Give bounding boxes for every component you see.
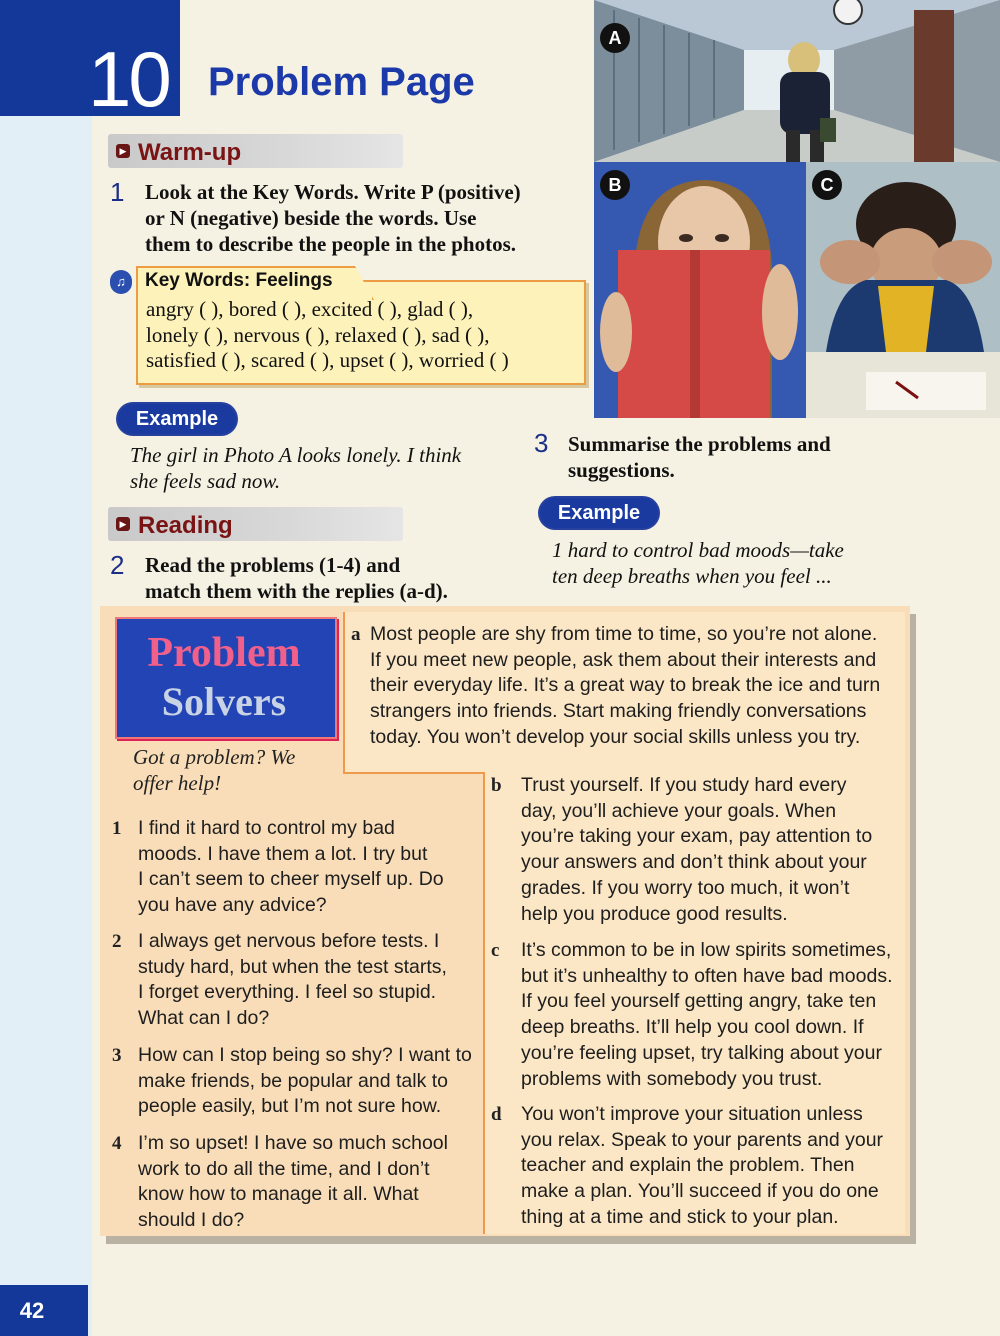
girl-illustration (594, 162, 806, 418)
question-1-line: Look at the Key Words. Write P (positive) (145, 180, 521, 204)
problem-3-text (138, 1043, 483, 1120)
problem-4-text (138, 1131, 478, 1234)
question-3-line: suggestions. (568, 458, 675, 482)
keywords-line: satisfied ( ), scared ( ), upset ( ), worried ( ) (146, 348, 509, 372)
headphone-icon: ♫ (110, 270, 132, 294)
reply-line: help you produce good results. (521, 902, 788, 925)
reply-line: you’re taking your exam, pay attention to (521, 825, 873, 848)
example-line: she feels sad now. (130, 469, 281, 493)
keywords-line: angry ( ), bored ( ), excited ( ), glad ( ), (146, 297, 474, 321)
problem-line: What can I do? (138, 1007, 270, 1030)
reply-a-text (370, 622, 905, 751)
reply-d-text (521, 1102, 906, 1231)
problem-line: moods. I have them a lot. I try but (138, 842, 428, 865)
photo-c-label: C (812, 170, 842, 200)
question-1-line: or N (negative) beside the words. Use (145, 206, 477, 230)
keywords-list (146, 297, 586, 374)
problem-line: should I do? (138, 1209, 245, 1232)
example-line: ten deep breaths when you feel ... (552, 564, 832, 588)
problem-4-number: 4 (112, 1133, 122, 1154)
problem-line: study hard, but when the test starts, (138, 955, 447, 978)
problem-line: I forget everything. I feel so stupid. (138, 981, 437, 1004)
reply-line: but it’s unhealthy to often have bad moods. (521, 964, 893, 987)
problem-line: I can’t seem to cheer myself up. Do (138, 868, 444, 891)
photo-c-stressed-boy (806, 162, 1000, 418)
photo-b-girl-with-book (594, 162, 806, 418)
reply-c-text (521, 938, 909, 1092)
reply-line: problems with somebody you trust. (521, 1067, 823, 1090)
warmup-header (108, 134, 403, 168)
problem-line: you have any advice? (138, 894, 327, 917)
example-badge: Example (540, 498, 658, 528)
problem-line: know how to manage it all. What (138, 1183, 419, 1206)
play-icon: ▶ (116, 517, 130, 531)
reply-line: today. You won’t develop your social skills unless you try. (370, 725, 861, 748)
example-line: The girl in Photo A looks lonely. I think (130, 443, 462, 467)
reply-line: their everyday life. It’s a great way to break the ice and turn (370, 674, 881, 697)
reply-line: you’re feeling upset, try talking about your (521, 1041, 882, 1064)
reply-line: If you meet new people, ask them about their interests and (370, 648, 877, 671)
reply-line: day, you’ll achieve your goals. When (521, 799, 837, 822)
reply-line: your answers and don’t think about your (521, 851, 867, 874)
question-3-line: Summarise the problems and (568, 432, 831, 456)
reply-line: Most people are shy from time to time, so you’re not alone. (370, 623, 878, 645)
boy-illustration (806, 162, 1000, 418)
reply-c-letter: c (491, 940, 500, 961)
question-1-text (145, 179, 595, 257)
question-2-number: 2 (110, 550, 125, 580)
keywords-line: lonely ( ), nervous ( ), relaxed ( ), sad ( ), (146, 322, 490, 347)
divider-line (483, 772, 485, 1234)
example-text (130, 442, 550, 494)
unit-number: 10 (88, 35, 169, 123)
reply-b-letter: b (491, 775, 502, 796)
question-2-text (145, 552, 525, 604)
reading-header (108, 507, 403, 541)
reply-line: make a plan. You’ll succeed if you do one (521, 1180, 879, 1203)
question-1-number: 1 (110, 177, 125, 207)
warmup-header-label: Warm-up (138, 139, 242, 166)
reply-line: strangers into friends. Start making friendly conversations (370, 700, 867, 723)
play-icon: ▶ (116, 144, 130, 158)
reply-d-letter: d (491, 1104, 502, 1125)
reply-line: grades. If you worry too much, it won’t (521, 876, 850, 899)
photo-a-label: A (600, 23, 630, 53)
left-margin-strip (0, 0, 92, 1336)
problem-1-text (138, 816, 478, 919)
question-1-line: them to describe the people in the photos. (145, 232, 516, 256)
page-number-tab (0, 1285, 88, 1336)
reply-line: You won’t improve your situation unless (521, 1103, 863, 1125)
logo-title-line1: Problem (147, 630, 301, 676)
reply-line: If you feel yourself getting angry, take ten (521, 990, 877, 1013)
problem-line: I’m so upset! I have so much school (138, 1132, 448, 1154)
problem-3-number: 3 (112, 1045, 122, 1066)
reply-b-text (521, 773, 906, 927)
reply-line: thing at a time and stick to your plan. (521, 1205, 839, 1228)
logo-title-line2: Solvers (161, 679, 287, 724)
problem-line: How can I stop being so shy? I want to (138, 1044, 472, 1066)
example-line: 1 hard to control bad moods—take (552, 538, 844, 562)
hallway-illustration (594, 0, 1000, 162)
question-3-text (568, 431, 908, 483)
reply-line: deep breaths. It’ll help you cool down. If (521, 1016, 864, 1039)
problem-2-number: 2 (112, 931, 122, 952)
question-3-number: 3 (534, 428, 549, 458)
problem-line: I find it hard to control my bad (138, 817, 395, 839)
problem-line: I always get nervous before tests. I (138, 930, 440, 952)
problem-1-number: 1 (112, 818, 122, 839)
reply-line: you relax. Speak to your parents and your (521, 1128, 884, 1151)
divider-line (343, 772, 485, 774)
question-2-line: match them with the replies (a-d). (145, 579, 448, 603)
question-2-line: Read the problems (1-4) and (145, 553, 401, 577)
photo-a-hallway (594, 0, 1000, 162)
page-number: 42 (19, 1298, 45, 1323)
reply-line: teacher and explain the problem. Then (521, 1154, 855, 1177)
subtitle-line: offer help! (133, 771, 222, 795)
subtitle-line: Got a problem? We (133, 745, 296, 769)
keywords-title: Key Words: Feelings (145, 270, 333, 291)
example-badge: Example (118, 404, 236, 434)
reply-a-letter: a (351, 624, 361, 645)
reply-line: Trust yourself. If you study hard every (521, 774, 847, 796)
reply-line: It’s common to be in low spirits sometimes, (521, 939, 892, 961)
unit-title: Problem Page (208, 60, 475, 104)
divider-line (343, 612, 345, 772)
problem-2-text (138, 929, 478, 1032)
example-text (552, 537, 932, 589)
reading-header-label: Reading (138, 512, 233, 539)
problem-line: make friends, be popular and talk to (138, 1069, 449, 1092)
problem-line: people easily, but I’m not sure how. (138, 1095, 442, 1118)
photo-b-label: B (600, 170, 630, 200)
problem-solvers-subtitle (133, 744, 343, 796)
problem-line: work to do all the time, and I don’t (138, 1157, 430, 1180)
